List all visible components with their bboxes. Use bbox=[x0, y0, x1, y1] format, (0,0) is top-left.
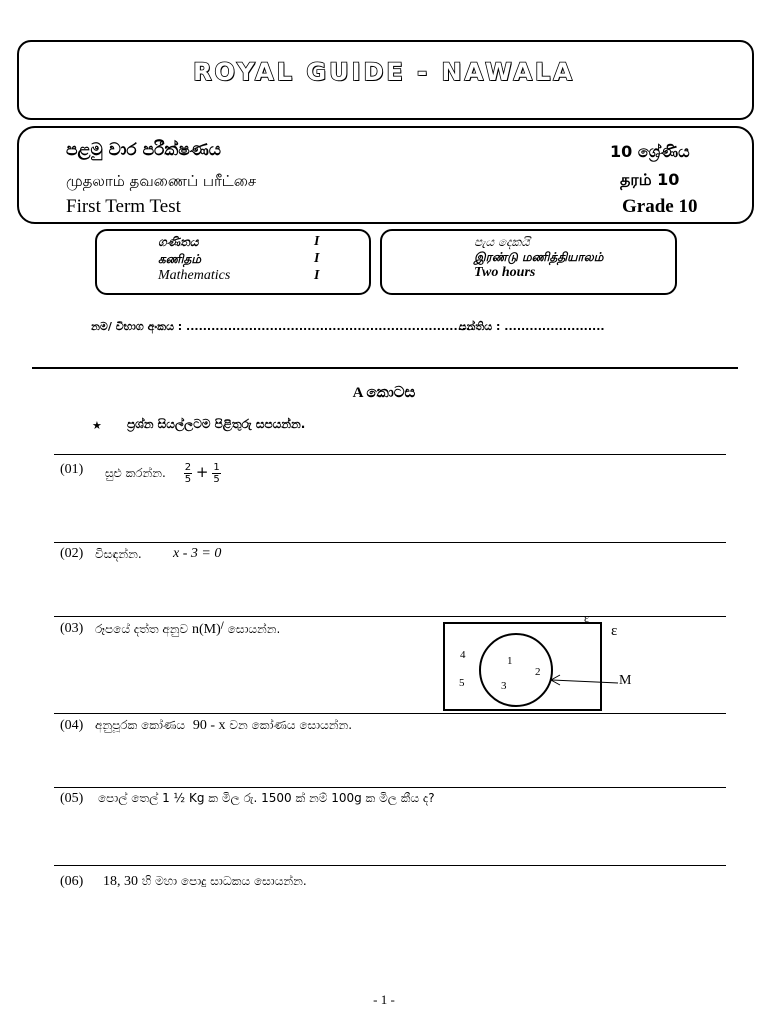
q5-number: (05) bbox=[60, 791, 84, 806]
paper-number-english: I bbox=[314, 268, 320, 283]
paper-number-sinhala: I bbox=[314, 234, 320, 249]
q2-equation: x - 3 = 0 bbox=[173, 546, 222, 561]
q1-fraction-1 bbox=[184, 462, 192, 485]
question-divider bbox=[54, 713, 726, 714]
school-name: ROYAL GUIDE - NAWALA bbox=[193, 58, 575, 86]
q4-expression: 90 - x bbox=[192, 718, 226, 733]
venn-element: 5 bbox=[459, 677, 465, 689]
subject-tamil: கணிதம் bbox=[158, 252, 201, 266]
q1-frac1-numerator: 2 bbox=[184, 462, 192, 473]
q1-text bbox=[105, 462, 221, 485]
q1-frac1-denominator: 5 bbox=[184, 474, 192, 485]
q4-tail: වන කෝණය සොයන්න. bbox=[229, 718, 353, 732]
question-divider bbox=[54, 787, 726, 788]
q1-fraction-2 bbox=[212, 462, 220, 485]
venn-diagram bbox=[440, 612, 640, 714]
grade-tamil: தரம் 10 bbox=[620, 170, 680, 189]
question-divider bbox=[54, 542, 726, 543]
duration-tamil: இரண்டு மணித்தியாலம் bbox=[474, 250, 604, 264]
test-name-sinhala: පළමු වාර පරීක්ෂණය bbox=[66, 140, 222, 160]
q1-number: (01) bbox=[60, 462, 84, 477]
venn-pointer-line bbox=[552, 680, 618, 683]
section-title: A කොටස bbox=[352, 385, 416, 401]
q3-expression: n(M) bbox=[191, 622, 221, 637]
instruction-text: ප්‍රශ්න සියල්ලටම පිළිතුරු සපයන්න. bbox=[127, 417, 306, 431]
subject-english: Mathematics bbox=[158, 268, 231, 283]
venn-element: 2 bbox=[535, 666, 541, 678]
q1-frac2-denominator: 5 bbox=[213, 474, 220, 485]
test-name-tamil: முதலாம் தவணைப் பரீட்சை bbox=[66, 172, 257, 190]
duration-english: Two hours bbox=[474, 265, 536, 280]
header-divider bbox=[32, 367, 738, 369]
grade-sinhala: 10 ශ්‍රේණිය bbox=[610, 142, 690, 161]
venn-element: 1 bbox=[507, 655, 513, 667]
class-field[interactable]: පන්තිය : ........................ bbox=[459, 320, 605, 333]
venn-universal-label: ε bbox=[611, 623, 618, 639]
paper-number-tamil: I bbox=[314, 251, 320, 266]
venn-element: 3 bbox=[501, 680, 507, 692]
q2-number: (02) bbox=[60, 546, 84, 561]
q1-instruction: සුළු කරන්න. bbox=[105, 466, 166, 480]
test-name-english: First Term Test bbox=[66, 196, 181, 217]
grade-english: Grade 10 bbox=[622, 196, 698, 217]
q6-instruction: හි මහා පොදු සාධකය සොයන්න. bbox=[141, 874, 307, 888]
venn-element: 4 bbox=[460, 649, 466, 661]
q3-tail: සොයන්න. bbox=[227, 622, 281, 636]
venn-universal-set bbox=[444, 623, 601, 710]
venn-universal-mark: ε bbox=[584, 611, 590, 625]
q3-text bbox=[95, 621, 280, 638]
subject-sinhala: ගණිතය bbox=[158, 235, 199, 249]
question-divider bbox=[54, 865, 726, 866]
name-index-field[interactable]: නම/ විභාග අංකය : ..................................................................... bbox=[91, 320, 475, 333]
q6-numbers: 18, 30 bbox=[103, 874, 138, 889]
q6-text bbox=[103, 874, 307, 890]
q1-plus: + bbox=[195, 463, 209, 481]
q2-instruction: විසඳන්න. bbox=[95, 547, 142, 561]
q4-instruction: අනුපූරක කෝණය bbox=[95, 718, 186, 732]
q3-complement-mark: / bbox=[220, 621, 224, 631]
question-divider bbox=[54, 454, 726, 455]
subject-box bbox=[95, 229, 371, 295]
q3-instruction: රූපයේ දත්ත අනුව bbox=[95, 622, 189, 636]
page-number: - 1 - bbox=[373, 992, 395, 1007]
venn-set-label: M bbox=[619, 673, 632, 688]
venn-set-m bbox=[480, 634, 552, 706]
duration-sinhala: පැය දෙකයි bbox=[474, 235, 530, 249]
star-icon: ★ bbox=[92, 420, 102, 432]
q4-number: (04) bbox=[60, 718, 84, 733]
q6-number: (06) bbox=[60, 874, 84, 889]
q1-frac2-numerator: 1 bbox=[213, 462, 220, 473]
q4-text bbox=[95, 718, 352, 734]
q5-text: පොල් තෙල් 1 ½ Kg ක මිල රු. 1500 ක් නම් 100g ක මිල කීය ද? bbox=[98, 791, 435, 805]
q3-number: (03) bbox=[60, 621, 84, 636]
